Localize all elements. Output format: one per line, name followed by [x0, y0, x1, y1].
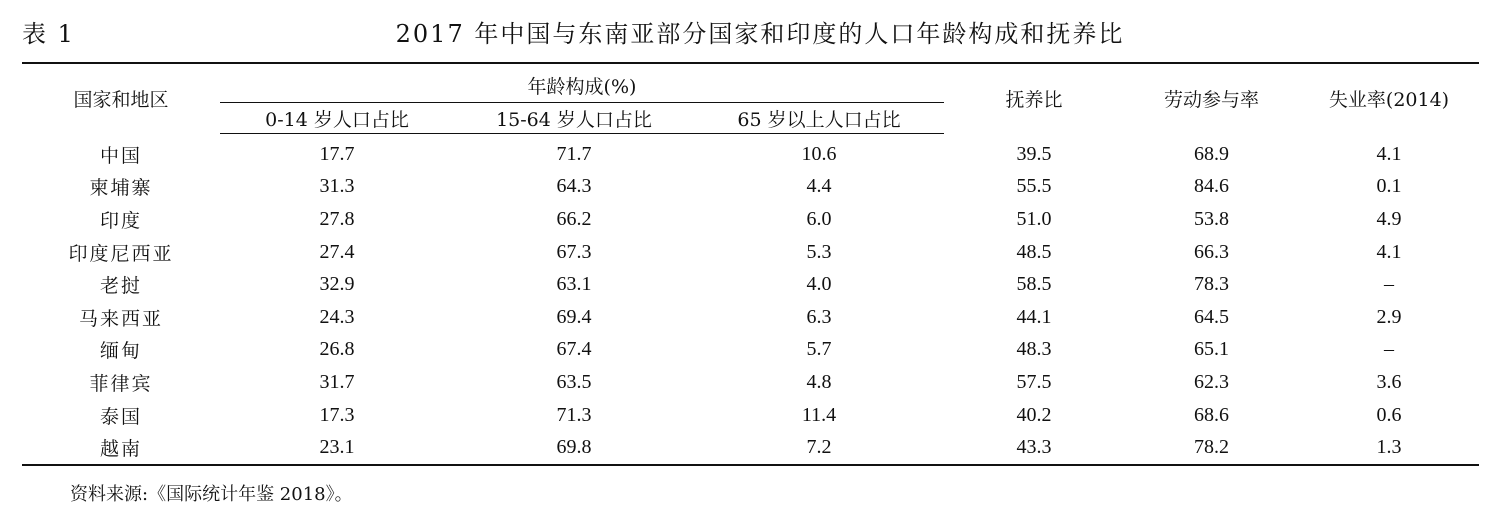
cell-labor: 64.5: [1194, 305, 1229, 328]
cell-age-0-14: 26.8: [319, 338, 355, 361]
cell-age-65-plus: 11.4: [801, 403, 837, 426]
cell-unemployment: 2.9: [1376, 305, 1402, 328]
cell-age-65-plus: 4.0: [806, 273, 832, 296]
cell-labor: 62.3: [1194, 370, 1229, 393]
table-row: [22, 399, 1479, 432]
header-dependency: 抚养比: [1005, 89, 1063, 112]
cell-unemployment: 0.6: [1376, 403, 1402, 426]
cell-age-15-64: 71.3: [556, 403, 592, 426]
cell-labor: 68.9: [1194, 142, 1229, 165]
cell-country: 越南: [99, 438, 142, 461]
table-body: [22, 134, 1479, 465]
cell-country: 中国: [99, 144, 142, 167]
table-row: [22, 236, 1479, 269]
cell-age-15-64: 63.5: [556, 370, 592, 393]
cell-dependency: 58.5: [1016, 273, 1052, 296]
cell-age-15-64: 66.2: [556, 207, 592, 230]
cell-labor: 78.3: [1194, 273, 1229, 296]
cell-dependency: 48.3: [1016, 338, 1052, 361]
cell-dependency: 55.5: [1016, 175, 1052, 198]
source-note: 资料来源:《国际统计年鉴 2018》。: [70, 484, 353, 505]
table-title: 2017 年中国与东南亚部分国家和印度的人口年龄构成和抚养比: [395, 20, 1125, 48]
cell-country: 老挝: [99, 275, 142, 298]
header-age-0-14: 0-14 岁人口占比: [220, 103, 454, 134]
cell-dependency: 51.0: [1016, 207, 1052, 230]
header-unemployment: 失业率(2014): [1328, 89, 1450, 112]
header-age-15-64: 15-64 岁人口占比: [454, 103, 694, 134]
header-age-group: 年龄构成(%): [220, 63, 944, 103]
cell-age-65-plus: 10.6: [801, 142, 837, 165]
population-table: [22, 62, 1479, 466]
table-label: 表 1: [22, 20, 75, 48]
table-row: [22, 171, 1479, 204]
cell-age-65-plus: 4.8: [806, 370, 832, 393]
cell-dependency: 39.5: [1016, 142, 1052, 165]
cell-country: 马来西亚: [78, 307, 163, 330]
cell-age-0-14: 24.3: [319, 305, 355, 328]
table-row: [22, 268, 1479, 301]
cell-age-0-14: 27.8: [319, 207, 355, 230]
cell-age-15-64: 64.3: [556, 175, 592, 198]
cell-country: 柬埔寨: [89, 177, 153, 200]
cell-age-0-14: 32.9: [319, 273, 355, 296]
cell-age-15-64: 69.8: [556, 436, 592, 459]
cell-unemployment: 3.6: [1376, 370, 1402, 393]
cell-country: 缅甸: [99, 340, 142, 363]
cell-age-0-14: 17.3: [319, 403, 355, 426]
cell-unemployment: –: [1384, 338, 1394, 361]
cell-age-0-14: 27.4: [319, 240, 355, 263]
cell-dependency: 44.1: [1016, 305, 1052, 328]
cell-country: 印度尼西亚: [68, 242, 174, 265]
cell-dependency: 57.5: [1016, 370, 1052, 393]
cell-unemployment: –: [1384, 273, 1394, 296]
cell-age-65-plus: 6.3: [806, 305, 832, 328]
cell-dependency: 43.3: [1016, 436, 1052, 459]
cell-age-65-plus: 4.4: [806, 175, 832, 198]
cell-age-15-64: 71.7: [556, 142, 592, 165]
cell-country: 泰国: [99, 405, 142, 428]
cell-age-65-plus: 5.7: [806, 338, 832, 361]
table-row: [22, 301, 1479, 334]
cell-age-15-64: 67.3: [556, 240, 592, 263]
header-labor: 劳动参与率: [1163, 89, 1259, 112]
cell-age-15-64: 67.4: [556, 338, 592, 361]
cell-age-0-14: 23.1: [319, 436, 355, 459]
cell-age-15-64: 69.4: [556, 305, 592, 328]
table-row: [22, 134, 1479, 171]
table-row: [22, 366, 1479, 399]
cell-unemployment: 0.1: [1376, 175, 1402, 198]
cell-age-15-64: 63.1: [556, 273, 592, 296]
cell-unemployment: 4.9: [1376, 207, 1402, 230]
cell-labor: 78.2: [1194, 436, 1229, 459]
header-age-65-plus: 65 岁以上人口占比: [694, 103, 944, 134]
cell-age-0-14: 17.7: [319, 142, 355, 165]
table-row: [22, 203, 1479, 236]
table-row: [22, 334, 1479, 367]
cell-labor: 68.6: [1194, 403, 1229, 426]
cell-labor: 66.3: [1194, 240, 1229, 263]
header-region: 国家和地区: [73, 89, 169, 112]
cell-country: 菲律宾: [89, 372, 153, 395]
cell-unemployment: 1.3: [1376, 436, 1402, 459]
cell-labor: 84.6: [1194, 175, 1229, 198]
cell-unemployment: 4.1: [1376, 240, 1402, 263]
cell-age-0-14: 31.7: [319, 370, 355, 393]
cell-country: 印度: [99, 209, 142, 232]
cell-age-65-plus: 6.0: [806, 207, 832, 230]
cell-age-65-plus: 5.3: [806, 240, 832, 263]
table-row: [22, 431, 1479, 465]
cell-age-65-plus: 7.2: [806, 436, 832, 459]
cell-age-0-14: 31.3: [319, 175, 355, 198]
cell-labor: 53.8: [1194, 207, 1229, 230]
cell-dependency: 40.2: [1016, 403, 1052, 426]
cell-dependency: 48.5: [1016, 240, 1052, 263]
cell-labor: 65.1: [1194, 338, 1229, 361]
cell-unemployment: 4.1: [1376, 142, 1402, 165]
